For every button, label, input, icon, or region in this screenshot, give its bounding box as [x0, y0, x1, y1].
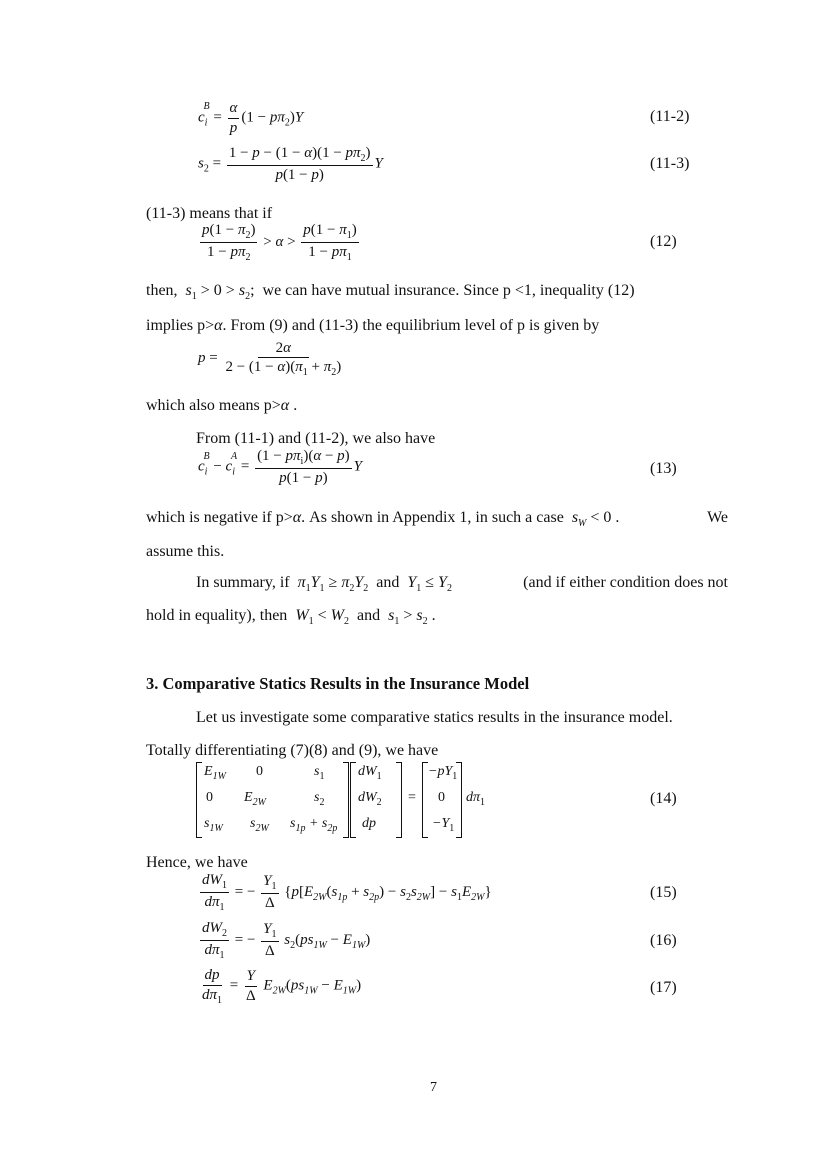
- equation-number-12: (12): [650, 233, 677, 250]
- text-summary-and: and: [376, 574, 400, 591]
- text-then-rest: we can have mutual insurance. Since p <1, inequality (12): [262, 282, 635, 299]
- text-from9: . From (9) and (11-3) the equilibrium level of p is given by: [222, 317, 600, 334]
- equation-11-3: $s_2$ = $\frac{1 - p - (1 - \alpha)(1 - p\pi_2)}{p(1 - p)}$ Y: [198, 145, 383, 183]
- text-we: We: [707, 509, 728, 526]
- equation-number-11-3: (11-3): [650, 155, 690, 172]
- vector-bracket-right: [396, 762, 402, 838]
- text-which-also-line: which also means p>α .: [146, 397, 298, 414]
- text-totally: Totally differentiating (7)(8) and (9), we have: [146, 742, 439, 759]
- text-which-also: which also means p>: [146, 397, 281, 414]
- section-heading: 3. Comparative Statics Results in the Insurance Model: [146, 674, 530, 693]
- equation-number-11-2: (11-2): [650, 108, 690, 125]
- equation-number-15: (15): [650, 884, 677, 901]
- text-assume: assume this.: [146, 543, 225, 560]
- text-implies: implies p>: [146, 317, 215, 334]
- equation-number-14: (14): [650, 790, 677, 807]
- equation-16: $\frac{dW_2}{d\pi_1}$ = − $\frac{Y_1}{\Delta}$ $s_2(ps_{1W} - E_{1W})$: [202, 920, 371, 961]
- equation-15: $\frac{dW_1}{d\pi_1}$ = − $\frac{Y_1}{\Delta}$ $\{p[E_{2W}(s_{1p} + s_{2p}) - s_2s_{2W}] - s_1E_{2W}\}$: [202, 872, 492, 913]
- text-negative-if: which is negative if p>: [146, 509, 293, 526]
- text-let-us: Let us investigate some comparative statics results in the insurance model.: [196, 709, 673, 726]
- text-as-shown: . As shown in Appendix 1, in such a case: [301, 509, 564, 526]
- text-from11: From (11-1) and (11-2), we also have: [196, 430, 436, 447]
- text-then-line: then, $s_1 > 0 > s_2$; we can have mutual insurance. Since p <1, inequality (12): [146, 282, 635, 303]
- equation-equilibrium-p: p = $\frac{2\alpha}{2 - (1 - \alpha)(\pi_1 + \pi_2)}$: [198, 340, 342, 378]
- equation-number-16: (16): [650, 932, 677, 949]
- text-negative-line: which is negative if p>α. As shown in Appendix 1, in such a case $s_W < 0$ . We: [146, 509, 728, 530]
- equation-14-matrix: $E_{1W}$ 0 $s_1$ 0 $E_{2W}$ $s_2$ $s_{1W}$ $s_{2W}$ $s_{1p} + s_{2p}$ $dW_1$ $dW_2$ dp = $-pY_1$ 0 $-Y_1$ $d\pi_1$: [196, 762, 636, 838]
- rhs-bracket-right: [456, 762, 462, 838]
- text-hence: Hence, we have: [146, 854, 248, 871]
- text-summary-a: In summary, if: [196, 574, 290, 591]
- equation-number-17: (17): [650, 979, 677, 996]
- text-hold-line: hold in equality), then $W_1 < W_2$ and $s_1 > s_2$ .: [146, 607, 436, 628]
- text-means-if: (11-3) means that if: [146, 205, 273, 222]
- equation-12: $\frac{p(1 - \pi_2)}{1 - p\pi_2}$ > α > $\frac{p(1 - \pi_1)}{1 - p\pi_1}$: [202, 222, 357, 263]
- text-implies-line: implies p>α. From (9) and (11-3) the equilibrium level of p is given by: [146, 317, 600, 334]
- equation-11-2: $c_i^B$ = $\frac{\alpha}{p}$ $(1 - p\pi_2)Y$: [198, 100, 304, 136]
- text-hold: hold in equality), then: [146, 607, 288, 624]
- text-hold-and: and: [357, 607, 381, 624]
- vector-bracket-left: [350, 762, 356, 838]
- equation-number-13: (13): [650, 460, 677, 477]
- page-number: 7: [430, 1080, 437, 1095]
- equation-13: $c_i^B - c_i^A$ = $\frac{(1 - p\pi_i)(\alpha - p)}{p(1 - p)}$ Y: [198, 448, 363, 486]
- matrix-bracket-right: [343, 762, 349, 838]
- matrix-bracket-left: [196, 762, 202, 838]
- text-summary-b: (and if either condition does not: [523, 574, 728, 591]
- text-then-prefix: then,: [146, 282, 178, 299]
- equation-17: $\frac{dp}{d\pi_1}$ = $\frac{Y}{\Delta}$ $E_{2W}(ps_{1W} - E_{1W})$: [202, 967, 362, 1006]
- text-summary-line: In summary, if $\pi_1Y_1 \ge \pi_2Y_2$ and $Y_1 \le Y_2$ (and if either condition does not: [196, 574, 728, 595]
